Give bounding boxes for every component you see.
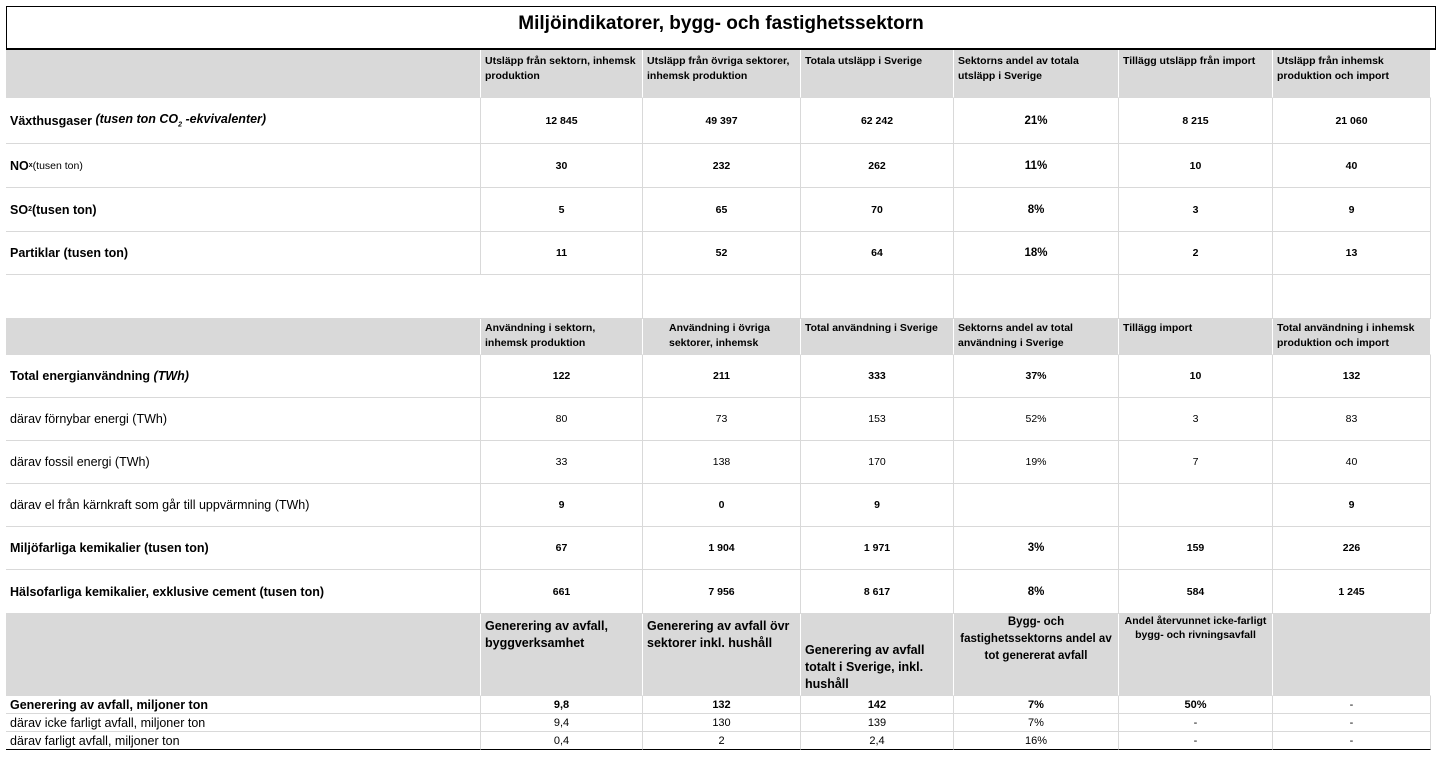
cell-value: 0 (643, 484, 801, 527)
spreadsheet (6, 6, 1436, 750)
col-header: Generering av avfall, byggverksamhet (481, 614, 643, 696)
cell-value: 52% (954, 398, 1119, 441)
cell-value: 138 (643, 441, 801, 484)
cell-value: 1 245 (1273, 570, 1431, 614)
cell-value (1119, 484, 1273, 527)
cell-value: 9 (801, 484, 954, 527)
cell-value: 52 (643, 232, 801, 275)
cell-value: 2,4 (801, 732, 954, 750)
cell-value: 83 (1273, 398, 1431, 441)
col-header: Generering av avfall övr sektorer inkl. hushåll (643, 614, 801, 696)
cell-value: 10 (1119, 355, 1273, 398)
col-header: Total användning i inhemsk produktion och import (1273, 319, 1431, 355)
cell-value: 8% (954, 570, 1119, 614)
cell-value: 70 (801, 188, 954, 232)
row-label-nuclear: därav el från kärnkraft som går till uppvärmning (TWh) (6, 484, 481, 527)
row-label-nox (6, 144, 481, 188)
cell-value: 584 (1119, 570, 1273, 614)
empty-cell (1273, 275, 1431, 319)
cell-value: 8% (954, 188, 1119, 232)
cell-value: 232 (643, 144, 801, 188)
cell-value: 67 (481, 527, 643, 570)
cell-value: 159 (1119, 527, 1273, 570)
cell-value: 7% (954, 714, 1119, 732)
label-subscript: 2 (28, 206, 32, 213)
row-label-env-chemicals: Miljöfarliga kemikalier (tusen ton) (6, 527, 481, 570)
header-label-cell (6, 319, 481, 355)
label-unit: (tusen ton CO (95, 112, 179, 127)
col-header: Utsläpp från inhemsk produktion och import (1273, 50, 1431, 98)
cell-value: 50% (1119, 696, 1273, 714)
row-label-waste-hazardous: därav farligt avfall, miljoner ton (6, 732, 481, 750)
cell-value: 13 (1273, 232, 1431, 275)
cell-value: 262 (801, 144, 954, 188)
cell-value: 9,4 (481, 714, 643, 732)
cell-value (954, 484, 1119, 527)
label-text: Total energianvändning (10, 369, 151, 383)
cell-value: 3 (1119, 398, 1273, 441)
cell-value: 3% (954, 527, 1119, 570)
cell-value: 11 (481, 232, 643, 275)
row-label-energy-total (6, 355, 481, 398)
cell-value: 9,8 (481, 696, 643, 714)
cell-value: 142 (801, 696, 954, 714)
col-header: Tillägg import (1119, 319, 1273, 355)
cell-value: 1 904 (643, 527, 801, 570)
row-label-so2 (6, 188, 481, 232)
row-label-particles: Partiklar (tusen ton) (6, 232, 481, 275)
empty-cell (1119, 275, 1273, 319)
header-label-cell (6, 614, 481, 696)
cell-value: 9 (1273, 484, 1431, 527)
label-subscript: 2 (178, 121, 183, 129)
col-header: Utsläpp från övriga sektorer, inhemsk produktion (643, 50, 801, 98)
col-header: Användning i sektorn, inhemsk produktion (481, 319, 643, 355)
col-header: Sektorns andel av totala utsläpp i Sverige (954, 50, 1119, 98)
row-label-health-chemicals: Hälsofarliga kemikalier, exklusive cement (tusen ton) (6, 570, 481, 614)
cell-value: 1 971 (801, 527, 954, 570)
cell-value: 73 (643, 398, 801, 441)
cell-value: 0,4 (481, 732, 643, 750)
cell-value: 170 (801, 441, 954, 484)
col-header: Utsläpp från sektorn, inhemsk produktion (481, 50, 643, 98)
col-header (1273, 614, 1431, 696)
sheet-title: Miljöindikatorer, bygg- och fastighetssektorn (6, 6, 1436, 50)
cell-value: 226 (1273, 527, 1431, 570)
row-label-ghg (6, 98, 481, 144)
cell-value: 2 (1119, 232, 1273, 275)
cell-value: 8 617 (801, 570, 954, 614)
cell-value: 9 (481, 484, 643, 527)
label-text: Växthusgaser (10, 113, 92, 128)
cell-value: 12 845 (481, 98, 643, 144)
empty-cell (643, 275, 801, 319)
cell-value: - (1119, 732, 1273, 750)
cell-value: - (1273, 696, 1431, 714)
cell-value: 8 215 (1119, 98, 1273, 144)
row-label-fossil: därav fossil energi (TWh) (6, 441, 481, 484)
cell-value: 333 (801, 355, 954, 398)
cell-value: 19% (954, 441, 1119, 484)
header-label-cell (6, 50, 481, 98)
emissions-table (6, 50, 1436, 750)
col-header: Tillägg utsläpp från import (1119, 50, 1273, 98)
row-label-waste-total: Generering av avfall, miljoner ton (6, 696, 481, 714)
cell-value: 37% (954, 355, 1119, 398)
label-unit: (TWh) (153, 369, 189, 383)
cell-value: 130 (643, 714, 801, 732)
col-header: Total användning i Sverige (801, 319, 954, 355)
cell-value: 9 (1273, 188, 1431, 232)
cell-value: 11% (954, 144, 1119, 188)
label-unit: (tusen ton) (31, 202, 97, 217)
cell-value: 64 (801, 232, 954, 275)
cell-value: 3 (1119, 188, 1273, 232)
label-unit-rest: -ekvivalenter) (182, 112, 267, 127)
cell-value: 7 (1119, 441, 1273, 484)
cell-value: 33 (481, 441, 643, 484)
cell-value: 65 (643, 188, 801, 232)
cell-value: 10 (1119, 144, 1273, 188)
cell-value: 132 (1273, 355, 1431, 398)
cell-value: 2 (643, 732, 801, 750)
cell-value: 139 (801, 714, 954, 732)
cell-value: 661 (481, 570, 643, 614)
cell-value: 5 (481, 188, 643, 232)
empty-cell (801, 275, 954, 319)
cell-value: 153 (801, 398, 954, 441)
cell-value: 7% (954, 696, 1119, 714)
col-header: Generering av avfall totalt i Sverige, inkl. hushåll (801, 614, 954, 696)
cell-value: 49 397 (643, 98, 801, 144)
cell-value: 40 (1273, 441, 1431, 484)
label-text: SO (10, 202, 29, 217)
cell-value: 21 060 (1273, 98, 1431, 144)
col-header: Bygg- och fastighetssektorns andel av tot genererat avfall (954, 614, 1119, 696)
col-header: Sektorns andel av total användning i Sverige (954, 319, 1119, 355)
cell-value: - (1119, 714, 1273, 732)
label-subscript: x (28, 162, 33, 169)
empty-cell (954, 275, 1119, 319)
empty-cell (481, 275, 643, 319)
cell-value: 18% (954, 232, 1119, 275)
empty-cell (6, 275, 481, 319)
cell-value: 80 (481, 398, 643, 441)
row-label-renewable: därav förnybar energi (TWh) (6, 398, 481, 441)
cell-value: 211 (643, 355, 801, 398)
cell-value: 40 (1273, 144, 1431, 188)
label-unit: (tusen ton) (32, 159, 83, 172)
cell-value: 7 956 (643, 570, 801, 614)
cell-value: 132 (643, 696, 801, 714)
cell-value: 21% (954, 98, 1119, 144)
cell-value: - (1273, 732, 1431, 750)
row-label-waste-nonhazardous: därav icke farligt avfall, miljoner ton (6, 714, 481, 732)
cell-value: 122 (481, 355, 643, 398)
cell-value: 30 (481, 144, 643, 188)
label-text: NO (10, 158, 29, 173)
col-header: Totala utsläpp i Sverige (801, 50, 954, 98)
col-header: Andel återvunnet icke-farligt bygg- och rivningsavfall (1119, 614, 1273, 696)
cell-value: 16% (954, 732, 1119, 750)
cell-value: - (1273, 714, 1431, 732)
col-header: Användning i övriga sektorer, inhemsk (643, 319, 801, 355)
cell-value: 62 242 (801, 98, 954, 144)
